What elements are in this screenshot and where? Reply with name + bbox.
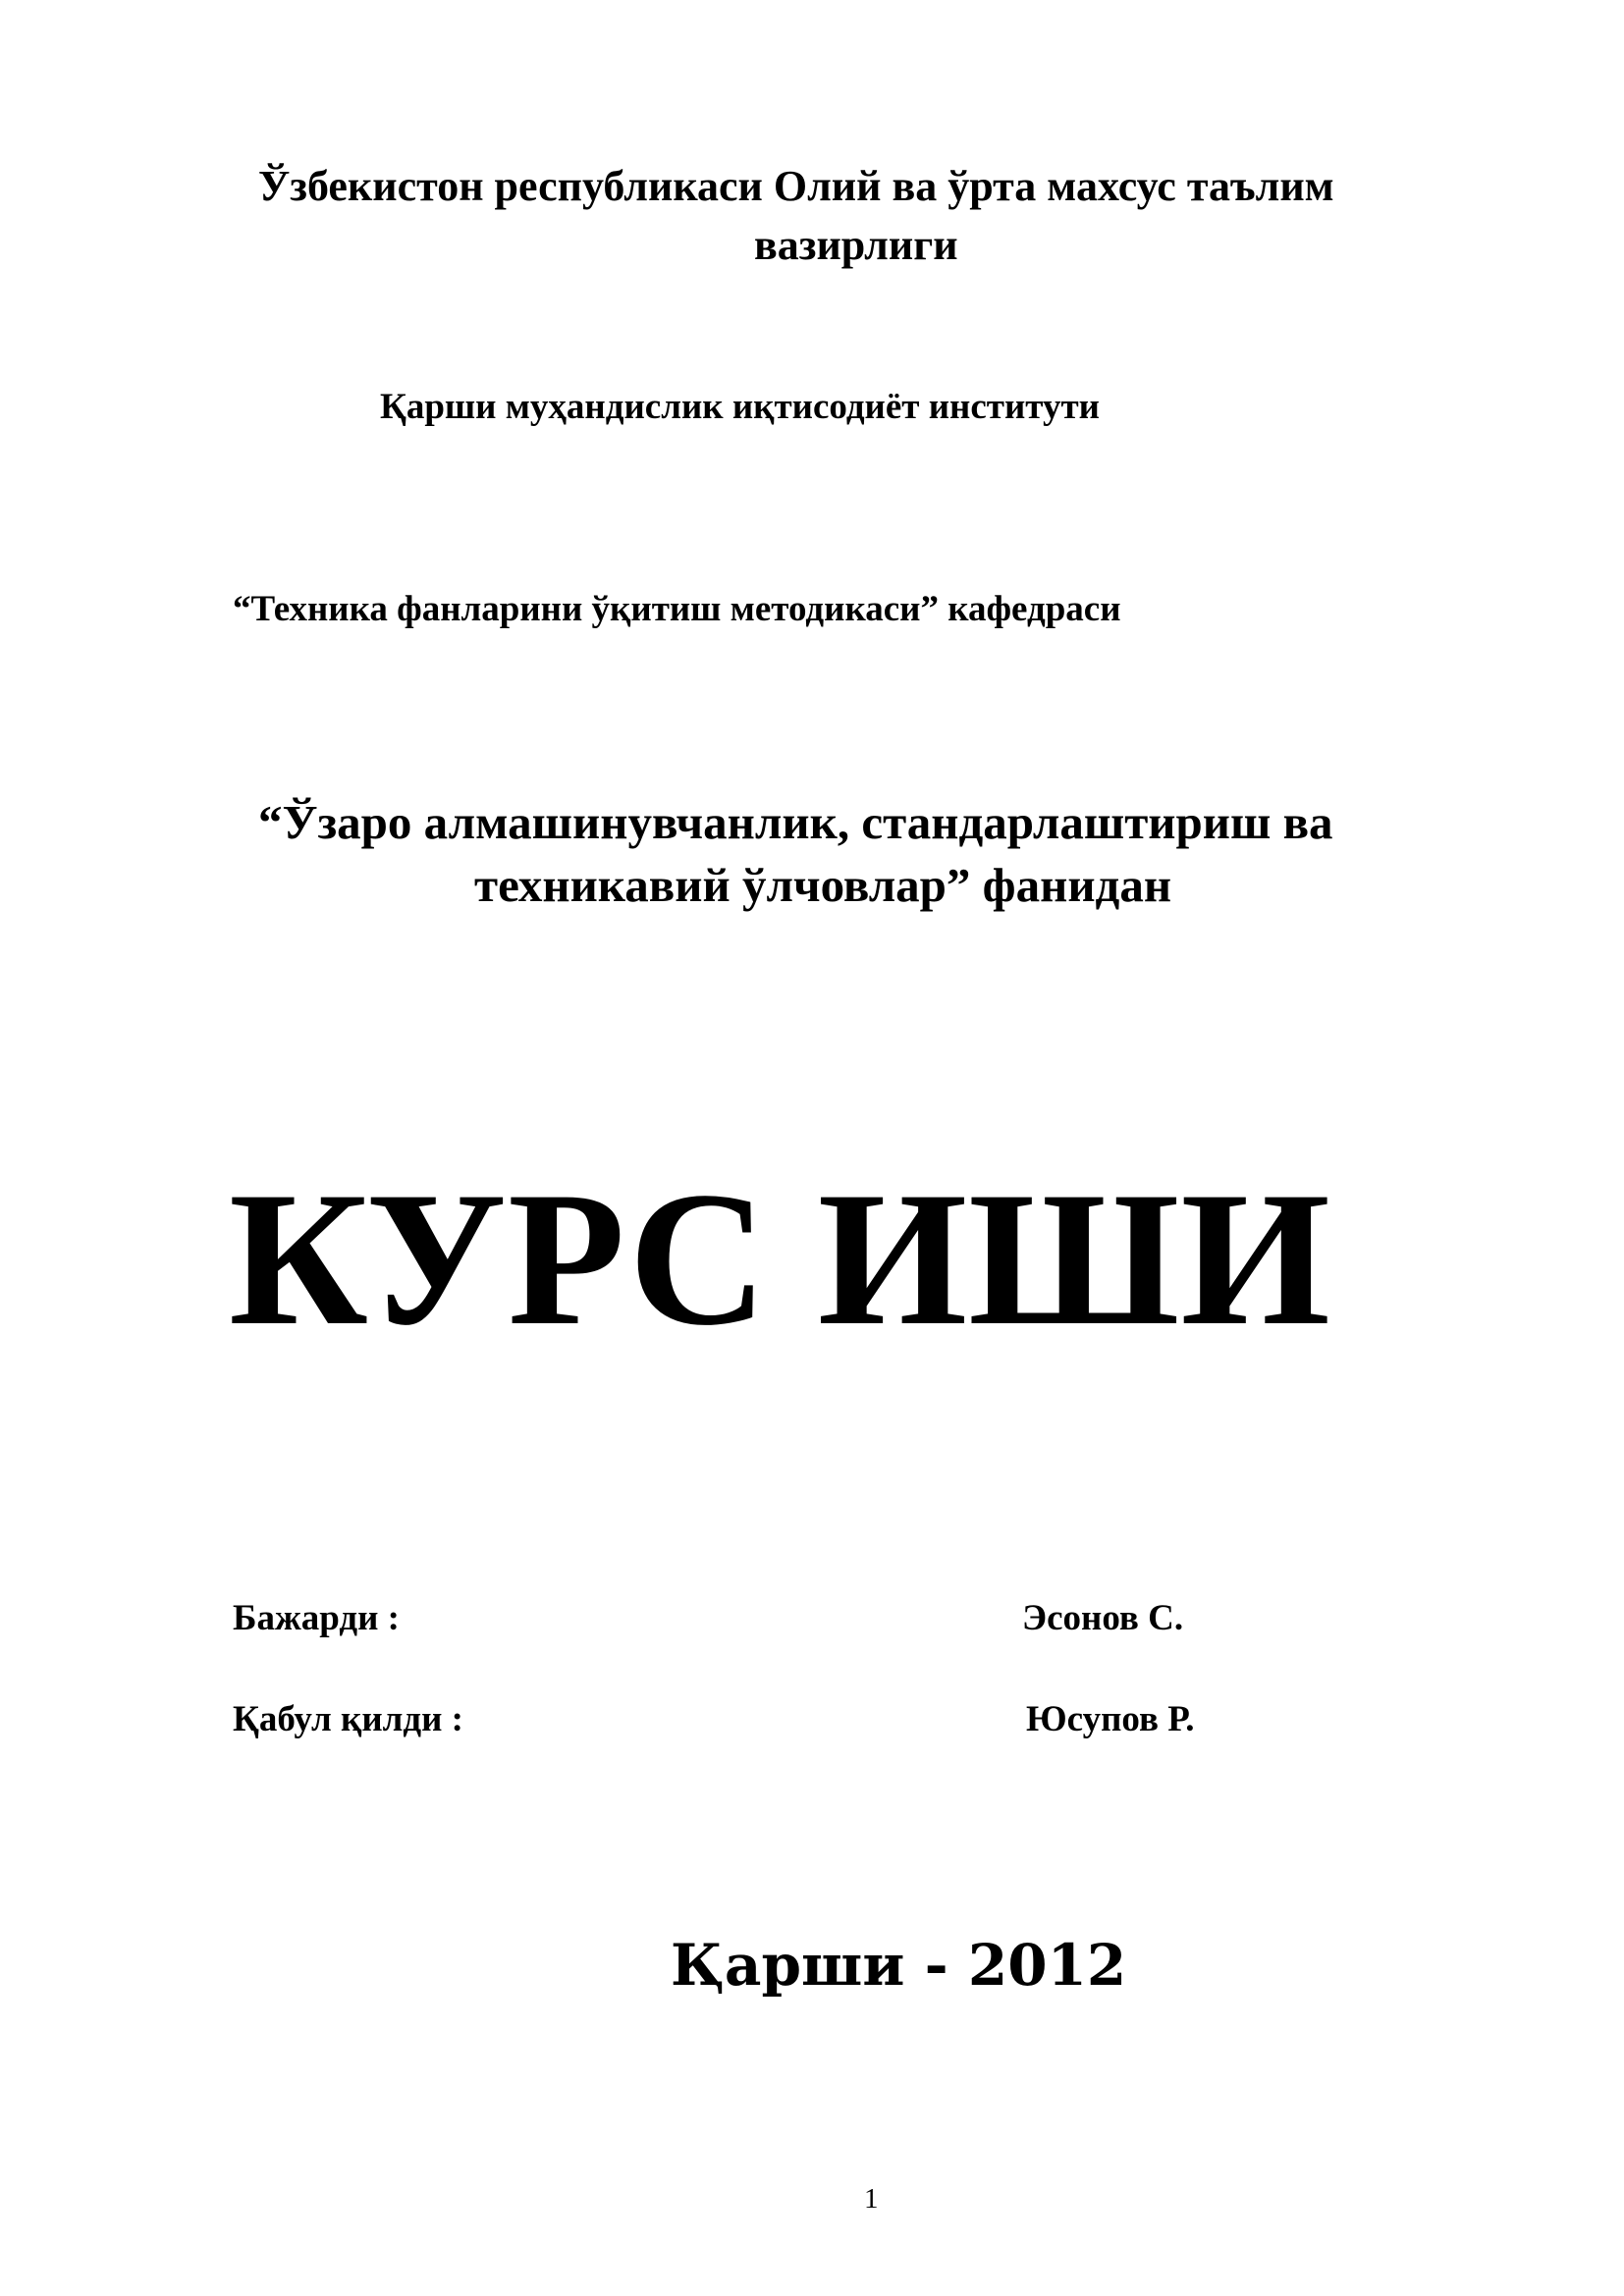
performed-by-name: Эсонов С. — [1022, 1598, 1184, 1638]
page-number: 1 — [864, 2183, 879, 2215]
accepted-by-label: Қабул қилди : — [233, 1699, 464, 1739]
department-name: “Техника фанларини ўқитиш методикаси” кафедраси — [233, 589, 1121, 629]
page-title: КУРС ИШИ — [229, 1152, 1331, 1365]
ministry-line-2: вазирлиги — [754, 221, 958, 269]
ministry-line-1: Ўзбекистон республикаси Олий ва ўрта махсус таълим — [258, 162, 1334, 210]
institute-name: Қарши муҳандислик иқтисодиёт институти — [380, 387, 1100, 427]
subject-line-2: техникавий ўлчовлар” фанидан — [474, 858, 1172, 912]
performed-by-label: Бажарди : — [233, 1598, 400, 1638]
subject-line-1: “Ўзаро алмашинувчанлик, стандарлаштириш ва — [258, 795, 1333, 849]
city-year: Қарши - 2012 — [671, 1932, 1127, 1999]
accepted-by-name: Юсупов Р. — [1026, 1699, 1195, 1739]
